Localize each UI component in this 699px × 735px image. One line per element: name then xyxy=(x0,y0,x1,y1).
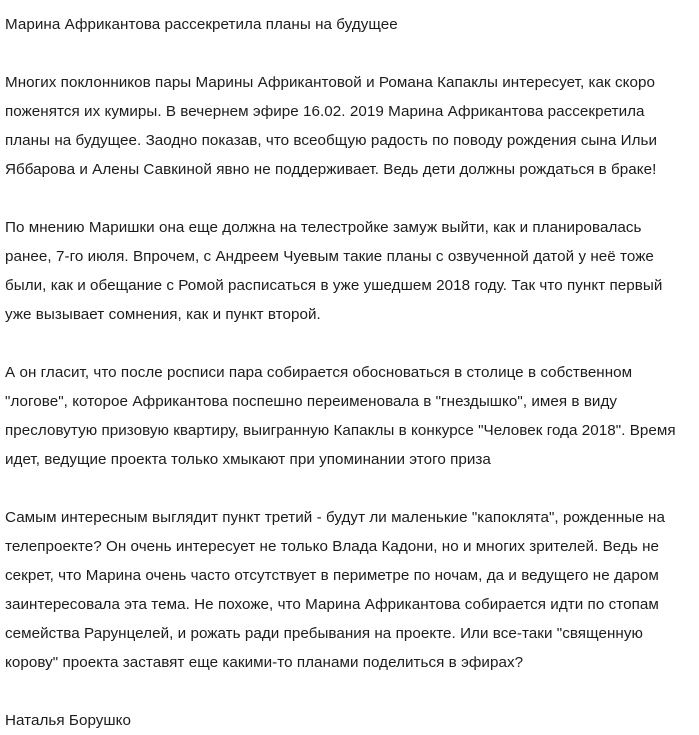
article-paragraph-2: По мнению Маришки она еще должна на телестройке замуж выйти, как и планировалась ранее, 7-го июля. Впрочем, с Андреем Чуевым такие планы с озвученной датой у неё тоже были, как и обещание с Ромой расписаться в уже ушедшем 2018 году. Так что пункт первый уже вызывает сомнения, как и пункт второй. xyxy=(5,219,663,323)
article-paragraph-3: А он гласит, что после росписи пара собирается обосноваться в столице в собственном "логове", которое Африкантова поспешно переименовала в "гнездышко", имея в виду пресловутую призовую квартиру, выигранную Капаклы в конкурсе "Человек года 2018". Время идет, ведущие проекта только хмыкают при упоминании этого приза xyxy=(5,364,676,468)
article-byline: Наталья Борушко xyxy=(5,712,132,729)
article-paragraph-4: Самым интересным выглядит пункт третий - будут ли маленькие "капоклята", рожденные на телепроекте? Он очень интересует не только Влада Кадони, но и многих зрителей. Ведь не секрет, что Марина очень часто отсутствует в периметре по ночам, да и ведущего не даром заинтересовала эта тема. Не похоже, что Марина Африкантова собирается идти по стопам семейства Рарунцелей, и рожать ради пребывания на проекте. Или все-таки "священную корову" проекта заставят еще какими-то планами поделиться в эфирах? xyxy=(5,509,665,671)
article-paragraph-1: Многих поклонников пары Марины Африкантовой и Романа Капаклы интересует, как скоро поженятся их кумиры. В вечернем эфире 16.02. 2019 Марина Африкантова рассекретила планы на будущее. Заодно показав, что всеобщую радость по поводу рождения сына Ильи Яббарова и Алены Савкиной явно не поддерживает. Ведь дети должны рождаться в браке! xyxy=(5,74,658,178)
article-headline: Марина Африкантова рассекретила планы на будущее xyxy=(5,16,398,33)
